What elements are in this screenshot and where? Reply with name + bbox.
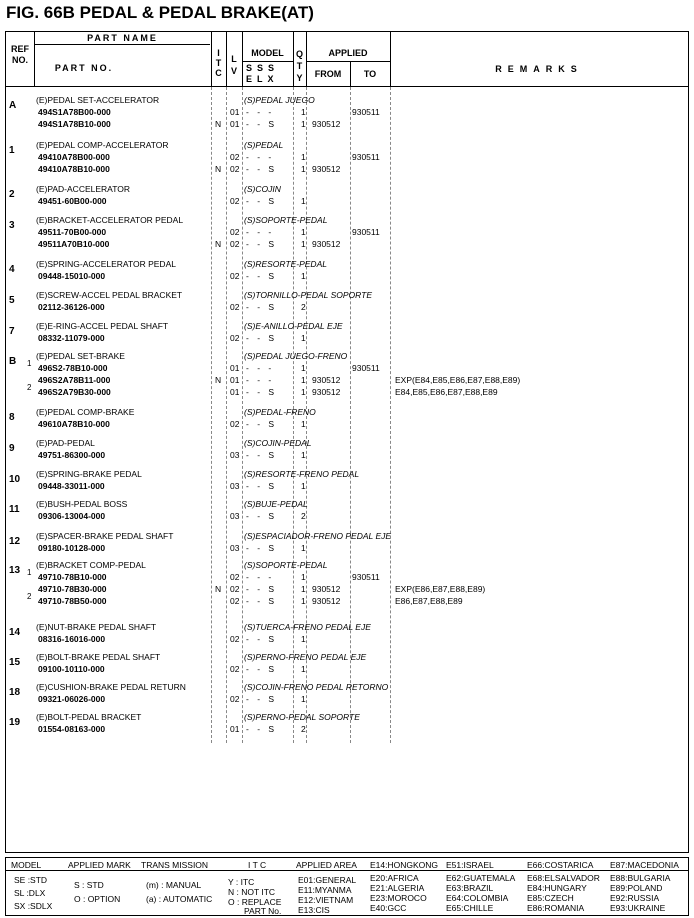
legend-area: E51:ISRAEL — [446, 860, 494, 870]
applied-to: 930511 — [352, 107, 380, 117]
header-from: FROM — [314, 69, 342, 79]
quantity: 1 — [301, 227, 306, 237]
spanish-name: (S)PERNO-FRENO PEDAL EJE — [244, 652, 367, 662]
remarks: EXP(E86,E87,E88,E89) — [395, 584, 486, 594]
legend-area: E92:RUSSIA — [610, 893, 660, 903]
quantity: 1 — [301, 152, 306, 162]
level-value: 02 — [230, 596, 240, 606]
remarks: EXP(E84,E85,E86,E87,E88,E89) — [395, 375, 521, 385]
legend-area: E63:BRAZIL — [446, 883, 494, 893]
level-value: 02 — [230, 584, 240, 594]
spanish-name: (S)PEDAL JUEGO-FRENO — [244, 351, 348, 361]
ref-number: 18 — [9, 687, 21, 698]
model-marks: - - S — [246, 164, 278, 174]
model-marks: - - S — [246, 119, 278, 129]
legend-area: E87:MACEDONIA — [610, 860, 679, 870]
legend-area: E23:MOROCO — [370, 893, 427, 903]
quantity: 1 — [301, 196, 306, 206]
part-name: (E)PEDAL COMP-ACCELERATOR — [36, 140, 169, 150]
level-value: 01 — [230, 387, 240, 397]
part-number: 49710-78B10-000 — [38, 572, 107, 582]
quantity: 1 — [301, 572, 306, 582]
applied-from: 930512 — [312, 387, 341, 397]
level-value: 03 — [230, 543, 240, 553]
model-marks: - - S — [246, 584, 278, 594]
quantity: 2 — [301, 724, 306, 734]
applied-from: 930512 — [312, 375, 341, 385]
level-value: 02 — [230, 239, 240, 249]
quantity: 1 — [301, 387, 306, 397]
sub-index: 2 — [27, 383, 32, 392]
model-marks: - - - — [246, 375, 275, 385]
sub-index: 1 — [27, 568, 32, 577]
legend-area: E68:ELSALVADOR — [527, 873, 600, 883]
legend — [5, 857, 689, 916]
level-value: 03 — [230, 481, 240, 491]
header-qty: Q T Y — [295, 49, 303, 83]
model-marks: - - - — [246, 227, 275, 237]
applied-to: 930511 — [352, 572, 380, 582]
legend-area: E40:GCC — [370, 903, 407, 913]
model-marks: - - S — [246, 664, 278, 674]
spanish-name: (S)PEDAL-FRENO — [244, 407, 316, 417]
part-number: 49610A78B10-000 — [38, 419, 110, 429]
legend-area: E84:HUNGARY — [527, 883, 587, 893]
legend-area: E93:UKRAINE — [610, 903, 666, 913]
ref-number: 1 — [9, 145, 15, 156]
spanish-name: (S)SOPORTE-PEDAL — [244, 215, 328, 225]
sub-index: 2 — [27, 592, 32, 601]
part-number: 49451-60B00-000 — [38, 196, 107, 206]
quantity: 1 — [301, 694, 306, 704]
part-name: (E)PAD-PEDAL — [36, 438, 95, 448]
level-value: 02 — [230, 227, 240, 237]
part-group — [0, 621, 694, 649]
level-value: 02 — [230, 271, 240, 281]
header-model-cols: SSS ELX — [246, 63, 280, 84]
ref-number: 10 — [9, 474, 21, 485]
legend-area: E62:GUATEMALA — [446, 873, 516, 883]
model-marks: - - S — [246, 387, 278, 397]
header-to: TO — [363, 69, 377, 79]
level-value: 01 — [230, 119, 240, 129]
part-group — [0, 437, 694, 465]
part-number: 09100-10110-000 — [38, 664, 105, 674]
remarks: E86,E87,E88,E89 — [395, 596, 463, 606]
part-name: (E)BOLT-PEDAL BRACKET — [36, 712, 142, 722]
part-name: (E)BRACKET COMP-PEDAL — [36, 560, 146, 570]
level-value: 02 — [230, 333, 240, 343]
header-lv: L V — [230, 54, 237, 76]
quantity: 1 — [301, 164, 306, 174]
applied-from: 930512 — [312, 164, 341, 174]
quantity: 2 — [301, 511, 306, 521]
ref-number: 12 — [9, 536, 21, 547]
remarks: E84,E85,E86,E87,E88,E89 — [395, 387, 498, 397]
ref-number: 4 — [9, 264, 15, 275]
model-marks: - - - — [246, 363, 275, 373]
applied-from: 930512 — [312, 596, 341, 606]
model-marks: - - S — [246, 450, 278, 460]
quantity: 1 — [301, 450, 306, 460]
header-remarks: REMARKS — [495, 64, 583, 74]
spanish-name: (S)RESORTE-PEDAL — [244, 259, 327, 269]
part-group — [0, 406, 694, 434]
level-value: 02 — [230, 152, 240, 162]
part-number: 09448-33011-000 — [38, 481, 105, 491]
part-group — [0, 681, 694, 709]
part-number: 496S2A79B30-000 — [38, 387, 111, 397]
legend-itc: N : NOT ITC — [228, 887, 276, 897]
level-value: 01 — [230, 363, 240, 373]
part-name: (E)BRACKET-ACCELERATOR PEDAL — [36, 215, 184, 225]
ref-number: A — [9, 100, 17, 111]
part-group — [0, 183, 694, 211]
legend-area: E88:BULGARIA — [610, 873, 671, 883]
model-marks: - - S — [246, 302, 278, 312]
part-group — [0, 258, 694, 286]
legend-rule — [6, 870, 688, 871]
part-number: 09448-15010-000 — [38, 271, 106, 281]
legend-mark: O : OPTION — [74, 894, 121, 904]
part-name: (E)NUT-BRAKE PEDAL SHAFT — [36, 622, 157, 632]
spanish-name: (S)COJIN — [244, 184, 281, 194]
spanish-name: (S)PEDAL — [244, 140, 284, 150]
legend-area: E86:ROMANIA — [527, 903, 585, 913]
quantity: 2 — [301, 302, 306, 312]
ref-number: 13 — [9, 565, 21, 576]
header-ref-no: REF NO. — [11, 44, 29, 65]
spanish-name: (S)BUJE-PEDAL — [244, 499, 308, 509]
part-name: (E)BOLT-BRAKE PEDAL SHAFT — [36, 652, 161, 662]
part-number: 49511A70B10-000 — [38, 239, 110, 249]
part-number: 08332-11079-000 — [38, 333, 105, 343]
part-group — [0, 320, 694, 348]
spanish-name: (S)COJIN-FRENO PEDAL RETORNO — [244, 682, 389, 692]
itc-value: N — [215, 119, 222, 129]
itc-value: N — [215, 239, 222, 249]
part-group — [0, 530, 694, 558]
legend-area-header: APPLIED AREA — [296, 860, 357, 870]
quantity: 1 — [301, 363, 306, 373]
level-value: 02 — [230, 664, 240, 674]
applied-to: 930511 — [352, 152, 380, 162]
part-name: (E)CUSHION-BRAKE PEDAL RETURN — [36, 682, 186, 692]
level-value: 02 — [230, 419, 240, 429]
header-part-no: PART NO. — [54, 63, 114, 73]
model-marks: - - S — [246, 239, 278, 249]
spanish-name: (S)RESORTE-FRENO PEDAL — [244, 469, 360, 479]
level-value: 02 — [230, 572, 240, 582]
level-value: 02 — [230, 634, 240, 644]
spanish-name: (S)TORNILLO-PEDAL SOPORTE — [244, 290, 373, 300]
ref-number: 3 — [9, 220, 15, 231]
part-name: (E)PEDAL COMP-BRAKE — [36, 407, 135, 417]
part-number: 08316-16016-000 — [38, 634, 106, 644]
part-group — [0, 350, 694, 402]
legend-area: E13:CIS — [298, 905, 330, 915]
legend-itc-header: I T C — [248, 860, 267, 870]
model-marks: - - S — [246, 694, 278, 704]
level-value: 02 — [230, 302, 240, 312]
spanish-name: (S)SOPORTE-PEDAL — [244, 560, 328, 570]
model-marks: - - S — [246, 511, 278, 521]
quantity: 1 — [301, 239, 306, 249]
legend-area: E65:CHILLE — [446, 903, 494, 913]
model-marks: - - S — [246, 196, 278, 206]
part-group — [0, 94, 694, 134]
part-number: 496S2A78B11-000 — [38, 375, 111, 385]
spanish-name: (S)E-ANILLO-PEDAL EJE — [244, 321, 343, 331]
quantity: 1 — [301, 596, 306, 606]
model-marks: - - - — [246, 572, 275, 582]
level-value: 02 — [230, 694, 240, 704]
model-marks: - - - — [246, 107, 275, 117]
header-part-name: PART NAME — [87, 33, 158, 43]
legend-area: E14:HONGKONG — [370, 860, 439, 870]
level-value: 01 — [230, 724, 240, 734]
part-group — [0, 559, 694, 611]
itc-value: N — [215, 584, 222, 594]
model-marks: - - S — [246, 271, 278, 281]
legend-area: E21:ALGERIA — [370, 883, 425, 893]
quantity: 1 — [301, 375, 306, 385]
part-name: (E)BUSH-PEDAL BOSS — [36, 499, 128, 509]
quantity: 1 — [301, 419, 306, 429]
legend-trans: (m) : MANUAL — [146, 880, 202, 890]
applied-to: 930511 — [352, 227, 380, 237]
part-group — [0, 651, 694, 679]
spanish-name: (S)TUERCA-FRENO PEDAL EJE — [244, 622, 371, 632]
legend-model: SX :SDLX — [14, 901, 53, 911]
part-name: (E)SPRING-BRAKE PEDAL — [36, 469, 142, 479]
model-marks: - - S — [246, 543, 278, 553]
part-name: (E)PEDAL SET-ACCELERATOR — [36, 95, 160, 105]
header-applied: APPLIED — [328, 48, 368, 58]
quantity: 1 — [301, 333, 306, 343]
model-marks: - - S — [246, 596, 278, 606]
part-number: 09306-13004-000 — [38, 511, 106, 521]
part-group — [0, 139, 694, 179]
part-number: 496S2-78B10-000 — [38, 363, 108, 373]
part-group — [0, 498, 694, 526]
spanish-name: (S)PERNO-PEDAL SOPORTE — [244, 712, 360, 722]
model-marks: - - S — [246, 481, 278, 491]
applied-from: 930512 — [312, 119, 341, 129]
level-value: 02 — [230, 164, 240, 174]
part-number: 09321-06026-000 — [38, 694, 106, 704]
part-number: 49511-70B00-000 — [38, 227, 107, 237]
quantity: 1 — [301, 119, 306, 129]
ref-number: 5 — [9, 295, 15, 306]
part-name: (E)PAD-ACCELERATOR — [36, 184, 130, 194]
quantity: 1 — [301, 481, 306, 491]
part-number: 494S1A78B00-000 — [38, 107, 111, 117]
quantity: 1 — [301, 664, 306, 674]
level-value: 03 — [230, 450, 240, 460]
legend-trans: (a) : AUTOMATIC — [146, 894, 213, 904]
legend-area: E66:COSTARICA — [527, 860, 594, 870]
level-value: 01 — [230, 375, 240, 385]
part-name: (E)SPRING-ACCELERATOR PEDAL — [36, 259, 176, 269]
ref-number: 11 — [9, 504, 20, 515]
part-name: (E)E-RING-ACCEL PEDAL SHAFT — [36, 321, 169, 331]
legend-itc: Y : ITC — [228, 877, 255, 887]
quantity: 1 — [301, 634, 306, 644]
legend-applied-mark-header: APPLIED MARK — [68, 860, 131, 870]
legend-itc: PART No. — [244, 906, 282, 916]
part-number: 49710-78B50-000 — [38, 596, 107, 606]
applied-from: 930512 — [312, 239, 341, 249]
part-number: 49710-78B30-000 — [38, 584, 107, 594]
model-marks: - - S — [246, 634, 278, 644]
ref-number: 14 — [9, 627, 21, 638]
quantity: 1 — [301, 584, 306, 594]
legend-model: SL :DLX — [14, 888, 46, 898]
ref-number: 9 — [9, 443, 15, 454]
legend-area: E11:MYANMA — [298, 885, 352, 895]
part-group — [0, 711, 694, 739]
header-itc: I T C — [215, 48, 222, 78]
part-number: 49410A78B10-000 — [38, 164, 110, 174]
ref-number: 8 — [9, 412, 15, 423]
model-marks: - - - — [246, 152, 275, 162]
ref-number: B — [9, 356, 17, 367]
level-value: 01 — [230, 107, 240, 117]
spanish-name: (S)COJIN-PEDAL — [244, 438, 312, 448]
part-group — [0, 214, 694, 254]
level-value: 03 — [230, 511, 240, 521]
part-number: 02112-36126-000 — [38, 302, 105, 312]
part-number: 01554-08163-000 — [38, 724, 106, 734]
part-name: (E)SCREW-ACCEL PEDAL BRACKET — [36, 290, 183, 300]
part-number: 494S1A78B10-000 — [38, 119, 111, 129]
sub-index: 1 — [27, 359, 32, 368]
legend-area: E01:GENERAL — [298, 875, 357, 885]
model-marks: - - S — [246, 724, 278, 734]
legend-area: E89:POLAND — [610, 883, 663, 893]
spanish-name: (S)ESPACIADOR-FRENO PEDAL EJE — [244, 531, 392, 541]
legend-area: E12:VIETNAM — [298, 895, 354, 905]
model-marks: - - S — [246, 333, 278, 343]
itc-value: N — [215, 164, 222, 174]
part-group — [0, 289, 694, 317]
legend-itc: O : REPLACE — [228, 897, 282, 907]
ref-number: 2 — [9, 189, 15, 200]
part-name: (E)PEDAL SET-BRAKE — [36, 351, 125, 361]
legend-trans-header: TRANS MISSION — [141, 860, 209, 870]
quantity: 1 — [301, 107, 306, 117]
legend-area: E64:COLOMBIA — [446, 893, 509, 903]
ref-number: 15 — [9, 657, 21, 668]
legend-model-header: MODEL — [11, 860, 42, 870]
level-value: 02 — [230, 196, 240, 206]
part-number: 49751-86300-000 — [38, 450, 106, 460]
spanish-name: (S)PEDAL JUEGO — [244, 95, 315, 105]
part-number: 49410A78B00-000 — [38, 152, 110, 162]
legend-area: E20:AFRICA — [370, 873, 419, 883]
applied-from: 930512 — [312, 584, 341, 594]
legend-model: SE :STD — [14, 875, 48, 885]
legend-area: E85:CZECH — [527, 893, 574, 903]
itc-value: N — [215, 375, 222, 385]
applied-to: 930511 — [352, 363, 380, 373]
part-group — [0, 468, 694, 496]
part-name: (E)SPACER-BRAKE PEDAL SHAFT — [36, 531, 174, 541]
model-marks: - - S — [246, 419, 278, 429]
quantity: 1 — [301, 543, 306, 553]
part-number: 09180-10128-000 — [38, 543, 106, 553]
ref-number: 19 — [9, 717, 21, 728]
header-model: MODEL — [251, 48, 284, 58]
ref-number: 7 — [9, 326, 15, 337]
page-title: FIG. 66B PEDAL & PEDAL BRAKE(AT) — [6, 3, 314, 22]
legend-mark: S : STD — [74, 880, 104, 890]
quantity: 1 — [301, 271, 306, 281]
